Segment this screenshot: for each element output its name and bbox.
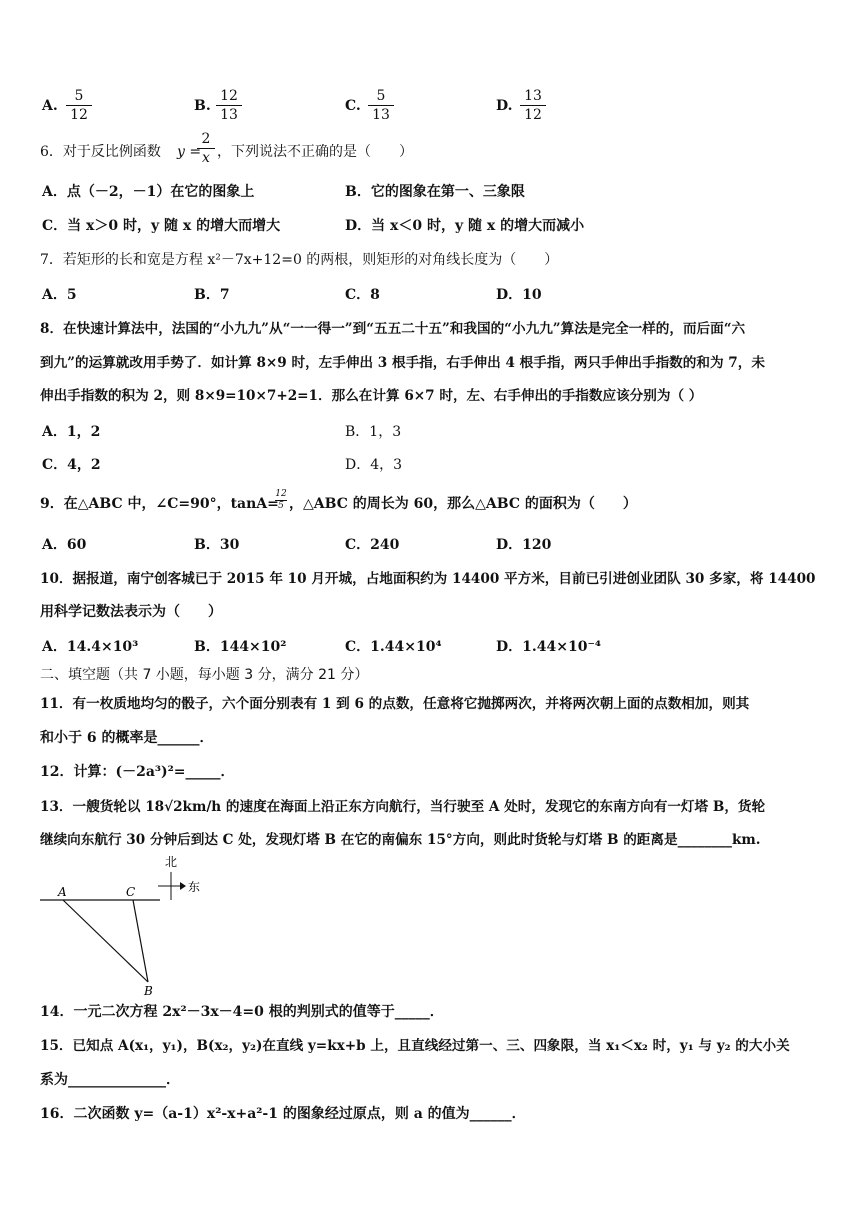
q10-option-b: B．144×10² [194, 639, 287, 655]
q6-option-d: D．当 x＜0 时，y 随 x 的增大而减小 [345, 218, 585, 234]
q5-option-c-num: 5 [368, 87, 394, 106]
section-2-heading: 二、填空题（共 7 小题，每小题 3 分，满分 21 分） [40, 667, 369, 683]
q6-stem-post: ，下列说法不正确的是（ ） [217, 144, 413, 160]
figure-point-a: A [58, 885, 67, 899]
q6-func-lhs: y = [177, 144, 202, 160]
q15-line-2: 系为______________． [40, 1072, 180, 1088]
q9-tan-num: 12 [275, 489, 287, 499]
q11-line-2: 和小于 6 的概率是______． [40, 730, 214, 746]
q6-option-b: B．它的图象在第一、三象限 [345, 184, 525, 200]
q5-option-c-den: 13 [372, 107, 390, 123]
q7-option-d: D．10 [496, 287, 542, 303]
q5-option-b-fraction [216, 87, 242, 124]
q8-line-1: 8．在快速计算法中，法国的“小九九”从“一一得一”到“五五二十五”和我国的“小九九”算法是完全一样的，而后面“六 [40, 321, 746, 337]
question-12: 12．计算：(－2a³)²=_____． [40, 764, 235, 780]
q10-option-c: C．1.44×10⁴ [345, 639, 442, 655]
q5-option-b-label: B. [194, 98, 211, 114]
q13-figure [0, 850, 230, 998]
q7-option-b: B．7 [194, 287, 230, 303]
q8-option-b: B．1，3 [345, 424, 402, 440]
q15-line-1: 15．已知点 A(x₁，y₁)，B(x₂，y₂)在直线 y=kx+b 上，且直线经过第一、三、四象限，当 x₁＜x₂ 时，y₁ 与 y₂ 的大小关 [40, 1038, 790, 1054]
q5-option-c-label: C. [345, 98, 361, 114]
q13-line-2: 继续向东航行 30 分钟后到达 C 处，发现灯塔 B 在它的南偏东 15°方向，则此时货轮与灯塔 B 的距离是________km. [40, 832, 761, 848]
q9-stem-b: ，△ABC 的周长为 60，那么△ABC 的面积为（ ） [289, 496, 637, 512]
q10-option-d: D．1.44×10⁻⁴ [496, 639, 601, 655]
q7-option-c: C．8 [345, 287, 380, 303]
q5-option-d-den: 12 [524, 107, 542, 123]
q5-option-a-num: 5 [66, 87, 92, 106]
q10-line-1: 10．据报道，南宁创客城已于 2015 年 10 月开城，占地面积约为 14400 平方米，目前已引进创业团队 30 多家，将 14400 [40, 571, 816, 587]
q5-option-d-num: 13 [520, 87, 546, 106]
q5-option-b-num: 12 [216, 87, 242, 106]
q6-option-a: A．点（－2，－1）在它的图象上 [42, 184, 255, 200]
q5-option-a-den: 12 [70, 107, 88, 123]
q7-stem: 7．若矩形的长和宽是方程 x²－7x+12=0 的两根，则矩形的对角线长度为（ ） [40, 252, 559, 268]
figure-point-c: C [126, 885, 136, 899]
q9-tan-fraction [275, 489, 287, 512]
q6-func-num: 2 [197, 130, 215, 149]
q9-tan-den: 5 [278, 501, 284, 511]
q6-func-fraction [197, 130, 215, 167]
question-16: 16．二次函数 y=（a-1）x²-x+a²-1 的图象经过原点，则 a 的值为______． [40, 1106, 526, 1122]
q6-func-den: x [202, 150, 210, 166]
q8-option-c: C．4，2 [42, 457, 101, 473]
q9-option-d: D．120 [496, 537, 552, 553]
q10-option-a: A．14.4×10³ [42, 639, 139, 655]
q8-line-2: 到九”的运算就改用手势了．如计算 8×9 时，左手伸出 3 根手指，右手伸出 4 根手指，两只手伸出手指数的和为 7，未 [40, 355, 765, 371]
q5-option-a-fraction [66, 87, 92, 124]
q5-option-b-den: 13 [220, 107, 238, 123]
q5-option-d-fraction [520, 87, 546, 124]
q13-line-1: 13．一艘货轮以 18√2km/h 的速度在海面上沿正东方向航行，当行驶至 A 处时，发现它的东南方向有一灯塔 B，货轮 [40, 799, 766, 815]
q5-option-a-label: A. [42, 98, 58, 114]
question-14: 14．一元二次方程 2x²－3x－4=0 根的判别式的值等于_____． [40, 1004, 444, 1020]
figure-east-label: 东 [188, 880, 201, 894]
q5-option-d-label: D. [496, 98, 513, 114]
q8-option-d: D．4，3 [345, 457, 403, 473]
q9-option-b: B．30 [194, 537, 240, 553]
q5-option-c-fraction [368, 87, 394, 124]
q6-option-c: C．当 x＞0 时，y 随 x 的增大而增大 [42, 218, 281, 234]
q10-line-2: 用科学记数法表示为（ ） [40, 604, 222, 620]
q8-line-3: 伸出手指数的积为 2，则 8×9=10×7+2=1．那么在计算 6×7 时，左、右手伸出的手指数应该分别为（ ） [40, 388, 703, 404]
figure-point-b: B [144, 984, 153, 998]
figure-north-label: 北 [165, 855, 178, 869]
compass-icon [158, 872, 186, 900]
q9-option-a: A．60 [42, 537, 87, 553]
q7-option-a: A．5 [42, 287, 77, 303]
q6-stem-pre: 6．对于反比例函数 [40, 144, 161, 160]
q9-stem-a: 9．在△ABC 中，∠C=90°，tanA= [40, 496, 279, 512]
q11-line-1: 11．有一枚质地均匀的骰子，六个面分别表有 1 到 6 的点数，任意将它抛掷两次，并将两次朝上面的点数相加，则其 [40, 696, 750, 712]
q8-option-a: A．1，2 [42, 424, 101, 440]
q9-option-c: C．240 [345, 537, 400, 553]
